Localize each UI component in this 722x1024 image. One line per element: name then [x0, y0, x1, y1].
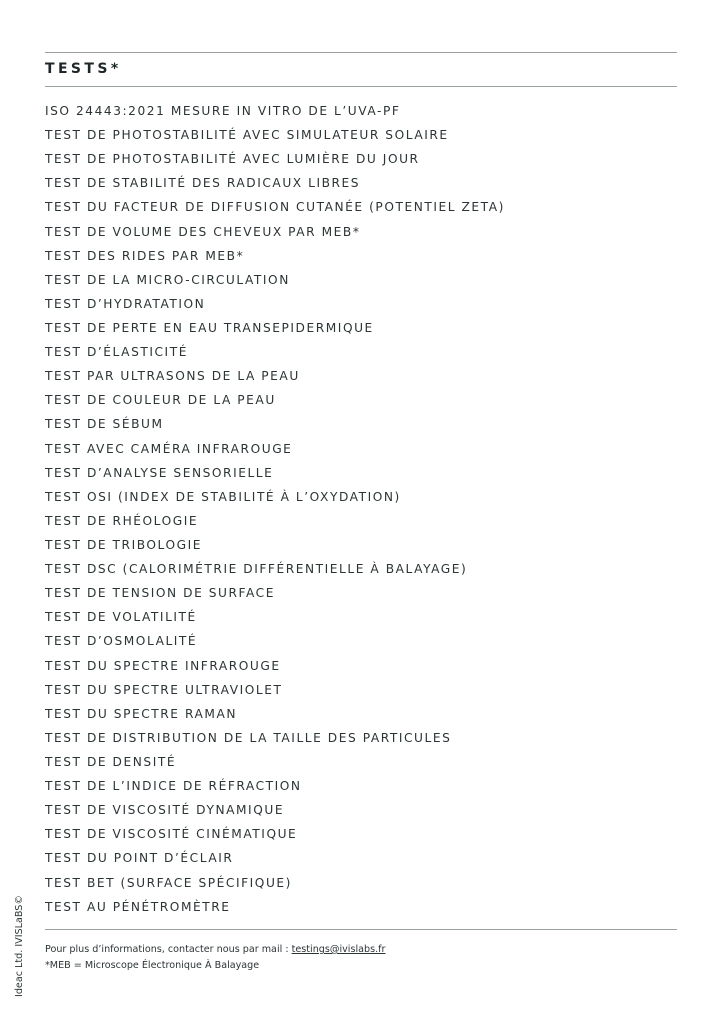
- test-item: TEST DE DISTRIBUTION DE LA TAILLE DES PARTICULES: [45, 730, 452, 745]
- test-item: TEST DE STABILITÉ DES RADICAUX LIBRES: [45, 176, 361, 191]
- title-divider: [45, 86, 677, 87]
- test-item: TEST DE RHÉOLOGIE: [45, 513, 199, 528]
- footer-divider: [45, 929, 677, 930]
- test-item: TEST DE VOLATILITÉ: [45, 610, 197, 625]
- contact-line: [45, 942, 385, 958]
- test-item: TEST DE DENSITÉ: [45, 754, 177, 769]
- test-item: TEST DE PHOTOSTABILITÉ AVEC SIMULATEUR SOLAIRE: [45, 128, 449, 143]
- footnote: *MEB = Microscope Électronique À Balayage: [45, 960, 260, 971]
- test-item: TEST DU POINT D’ÉCLAIR: [45, 851, 234, 866]
- test-item: TEST DE L’INDICE DE RÉFRACTION: [45, 779, 302, 794]
- test-item: TEST OSI (INDEX DE STABILITÉ À L’OXYDATION): [45, 489, 401, 504]
- test-item: TEST DU SPECTRE ULTRAVIOLET: [45, 682, 283, 697]
- test-item: TEST DE PERTE EN EAU TRANSEPIDERMIQUE: [45, 320, 374, 335]
- test-item: TEST DU SPECTRE INFRAROUGE: [45, 658, 281, 673]
- test-item: TEST D’HYDRATATION: [45, 296, 206, 311]
- test-item: TEST DE SÉBUM: [45, 417, 164, 432]
- top-divider: [45, 52, 677, 53]
- test-item: TEST DES RIDES PAR MEB*: [45, 248, 245, 263]
- test-item: TEST DU SPECTRE RAMAN: [45, 706, 237, 721]
- test-item: TEST D’ANALYSE SENSORIELLE: [45, 465, 274, 480]
- test-item: TEST DE TENSION DE SURFACE: [45, 586, 275, 601]
- tests-list: [45, 102, 685, 922]
- test-item: TEST DE PHOTOSTABILITÉ AVEC LUMIÈRE DU JOUR: [45, 152, 420, 167]
- test-item: TEST DU FACTEUR DE DIFFUSION CUTANÉE (POTENTIEL ZETA): [45, 200, 505, 215]
- test-item: TEST BET (SURFACE SPÉCIFIQUE): [45, 875, 292, 890]
- copyright-credit: Ideac Ltd. IVISLaBS©: [14, 895, 25, 997]
- email-link[interactable]: testings@ivislabs.fr: [291, 944, 386, 955]
- test-item: TEST DE COULEUR DE LA PEAU: [45, 393, 276, 408]
- page-title: TESTS*: [45, 61, 122, 77]
- test-item: TEST PAR ULTRASONS DE LA PEAU: [45, 369, 300, 384]
- test-item: TEST DE VISCOSITÉ DYNAMIQUE: [45, 803, 285, 818]
- footer: [45, 942, 385, 974]
- test-item: TEST AU PÉNÉTROMÈTRE: [45, 899, 231, 914]
- contact-text: Pour plus d’informations, contacter nous par mail :: [45, 944, 292, 955]
- test-item: TEST AVEC CAMÉRA INFRAROUGE: [45, 441, 293, 456]
- test-item: TEST D’ÉLASTICITÉ: [45, 345, 188, 360]
- test-item: TEST DE VOLUME DES CHEVEUX PAR MEB*: [45, 224, 361, 239]
- test-item: TEST DE TRIBOLOGIE: [45, 537, 202, 552]
- test-item: TEST DE VISCOSITÉ CINÉMATIQUE: [45, 827, 298, 842]
- test-item: TEST DE LA MICRO-CIRCULATION: [45, 272, 290, 287]
- test-item: TEST D’OSMOLALITÉ: [45, 634, 198, 649]
- test-item: TEST DSC (CALORIMÉTRIE DIFFÉRENTIELLE À BALAYAGE): [45, 562, 468, 577]
- test-item: ISO 24443:2021 MESURE IN VITRO DE L’UVA-PF: [45, 104, 401, 118]
